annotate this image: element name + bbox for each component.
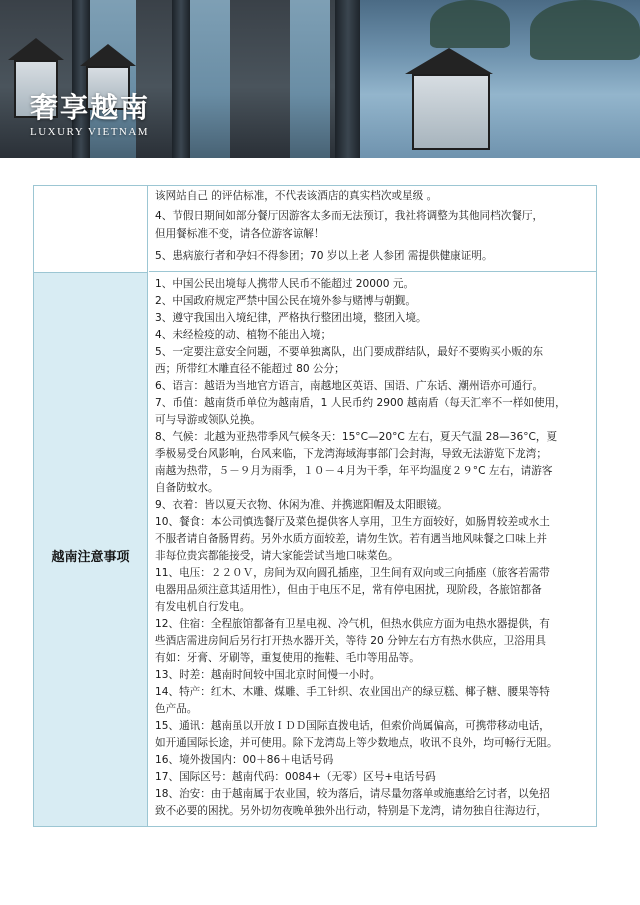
notice-line: 15、通讯：越南虽以开放ＩＤＤ国际直拨电话，但索价尚属偏高，可携带移动电话，: [155, 720, 550, 732]
notice-line: 电器用品须注意其适用性），但由于电压不足，常有停电困扰，现阶段，各旅馆都备: [155, 584, 542, 596]
table-label-cell-empty: [34, 186, 147, 273]
note-line: 但用餐标准不变，请各位游客谅解！: [155, 228, 325, 240]
notice-line: 4、未经检疫的动、植物不能出入境；: [155, 329, 332, 341]
curtain: [172, 0, 190, 158]
karst-island: [530, 0, 640, 60]
note-line: 4、节假日期间如部分餐厅因游客太多而无法预订，我社将调整为其他同档次餐厅，: [155, 210, 544, 222]
notice-line: 14、特产：红木、木雕、煤雕、手工针织、农业国出产的绿豆糕、椰子糖、腰果等特: [155, 686, 550, 698]
notice-line: 18、治安：由于越南属于农业国，较为落后，请尽量勿落单或施惠给乞讨者，以免招: [155, 788, 550, 800]
notice-line: 致不必要的困扰。另外切勿夜晚单独外出行动，特别是下龙湾，请勿独自往海边行，: [155, 805, 547, 817]
lantern-roof: [405, 48, 493, 74]
notice-line: 12、住宿：全程旅馆都备有卫星电视、冷气机，但热水供应方面为电热水器提供，有: [155, 618, 550, 630]
notice-line: 些酒店需进房间后另行打开热水器开关，等待 20 分钟左右方有热水供应，卫浴用具: [155, 635, 546, 647]
brand-logo-en: LUXURY VIETNAM: [30, 126, 150, 138]
header-banner: [0, 0, 640, 158]
curtain: [335, 0, 361, 158]
notes-continued-cell: [149, 186, 596, 272]
notice-line: 6、语言：越语为当地官方语言，南越地区英语、国语、广东话、潮州语亦可通行。: [155, 380, 544, 392]
table-content-column: [149, 186, 596, 826]
notice-line: 2、中国政府规定严禁中国公民在境外参与赌博与朝觐。: [155, 295, 416, 307]
notice-line: 季极易受台风影响，台风来临，下龙湾海域海事部门会封海，导致无法游览下龙湾；: [155, 448, 547, 460]
note-line: 5、患病旅行者和孕妇不得参团；70 岁以上老 人参团 需提供健康证明。: [155, 250, 493, 262]
lantern-icon: [412, 74, 490, 150]
notice-line: 有如：牙膏、牙刷等，重复使用的拖鞋、毛巾等用品等。: [155, 652, 420, 664]
notice-line: 7、币值：越南货币单位为越南盾，1 人民币约 2900 越南盾（每天汇率不一样如使用，: [155, 397, 566, 409]
notice-line: 10、餐食：本公司慎选餐厅及菜色提供客人享用，卫生方面较好，如肠胃较差或水土: [155, 516, 550, 528]
notice-line: 13、时差：越南时间较中国北京时间慢一小时。: [155, 669, 381, 681]
notice-line: 1、中国公民出境每人携带人民币不能超过 20000 元。: [155, 278, 415, 290]
notice-line: 9、衣着：皆以夏天衣物、休闲为准、并携遮阳帽及太阳眼镜。: [155, 499, 448, 511]
note-line: 该网站自己 的评估标准，不代表该酒店的真实档次或星级 。: [155, 190, 438, 202]
notice-line: 非每位贵宾都能接受，请大家能尝试当地口味菜色。: [155, 550, 399, 562]
notice-table: [33, 185, 597, 827]
brand-logo-cn: 奢享越南: [30, 91, 151, 124]
notice-line: 8、气候：北越为亚热带季风气候冬天：15°C—20°C 左右，夏天气温 28—36°C，夏: [155, 431, 558, 443]
notice-line: 有发电机自行发电。: [155, 601, 251, 613]
notice-line: 5、一定要注意安全问题，不要单独离队，出门要成群结队，最好不要购买小贩的东: [155, 346, 544, 358]
lantern-roof: [8, 38, 64, 60]
notice-line: 11、电压：２２０Ｖ，房间为双向圆孔插座，卫生间有双向或三向插座（旅客若需带: [155, 567, 550, 579]
notice-line: 南越为热带，５－９月为雨季，１０－４月为干季，年平均温度２９°C 左右，请游客: [155, 465, 553, 477]
window-pane: [290, 0, 330, 158]
table-label-column: [34, 186, 148, 826]
notice-line: 如开通国际长途，并可使用。除下龙湾岛上等少数地点，收讯不良外，均可畅行无阻。: [155, 737, 558, 749]
notice-line: 16、境外拨国内：00＋86＋电话号码: [155, 754, 334, 766]
karst-island: [430, 0, 510, 48]
notice-line: 可与导游或领队兑换。: [155, 414, 261, 426]
notice-line: 3、遵守我国出入境纪律，严格执行整团出境，整团入境。: [155, 312, 427, 324]
section-title: 越南注意事项: [51, 550, 130, 565]
window-pane: [190, 0, 230, 158]
lantern-roof: [80, 44, 136, 66]
notice-line: 西；所带红木雕直径不能超过 80 公分；: [155, 363, 345, 375]
notice-line: 自备防蚊水。: [155, 482, 219, 494]
notice-line: 不服者请自备肠胃药。另外水质方面较差，请勿生饮。若有遇当地风味餐之口味上并: [155, 533, 547, 545]
notice-line: 色产品。: [155, 703, 198, 715]
notice-line: 17、国际区号：越南代码：0084+（无零）区号+电话号码: [155, 771, 436, 783]
